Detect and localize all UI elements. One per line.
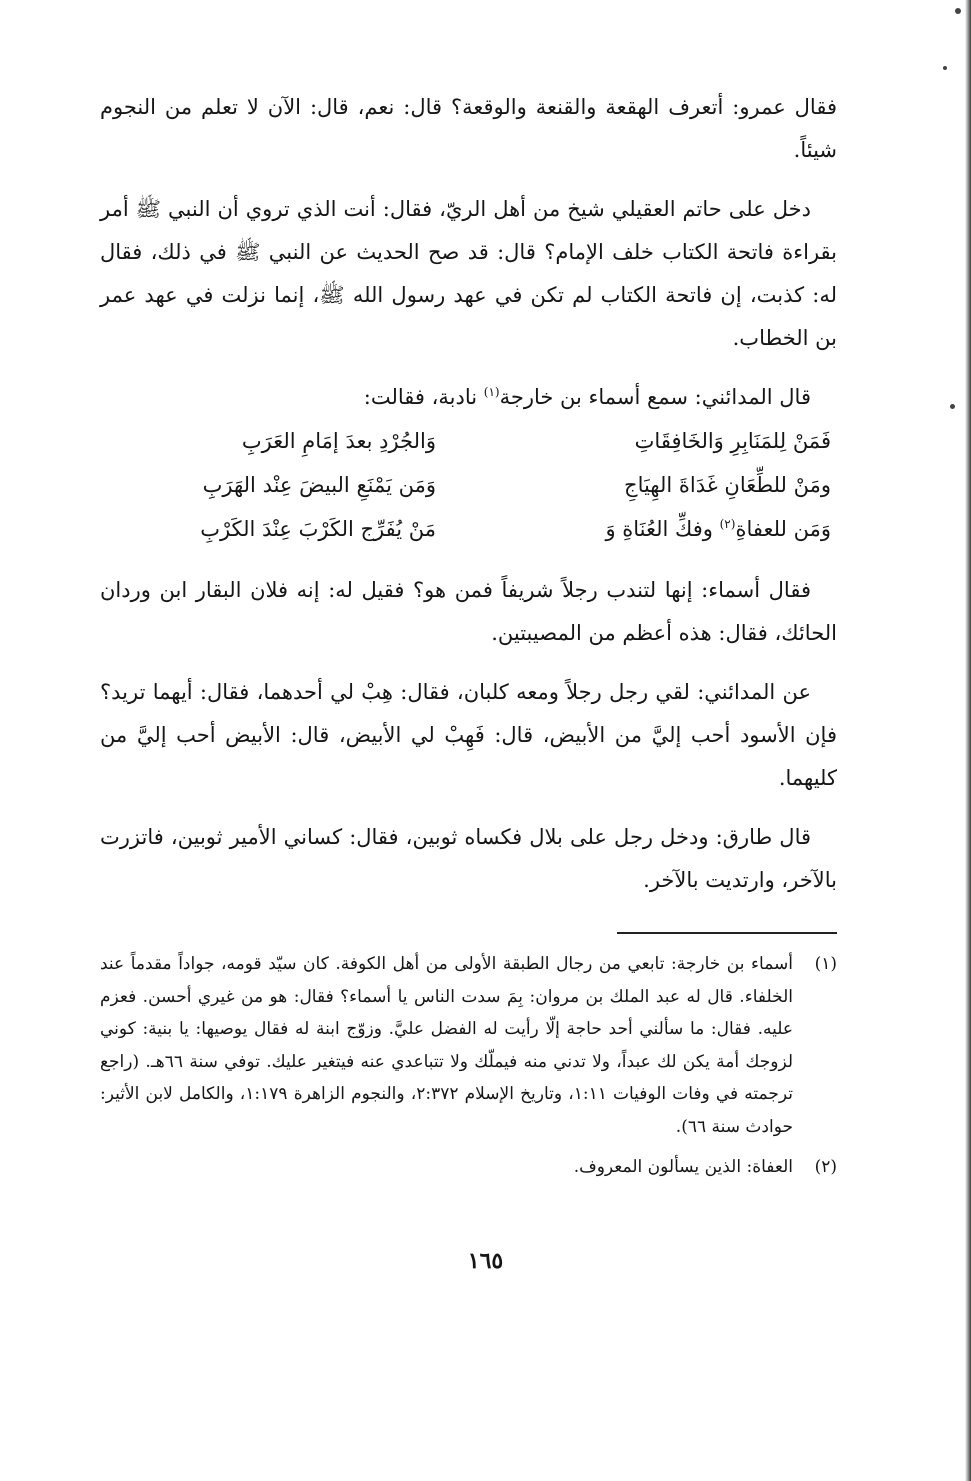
verse-second-hemistich: وَالجُرْدِ بعدَ إمَامِ العَرَبِ xyxy=(241,429,436,453)
paragraph-asma: فقال أسماء: إنها لتندب رجلاً شريفاً فمن هو؟ فقيل له: إنه فلان البقار ابن وردان الحائك، فقال: هذه أعظم من المصيبتين. xyxy=(100,578,837,645)
verse-first-hemistich: ومَنْ للطِّعَانِ غَدَاةَ الهِيَاجِ xyxy=(624,473,831,497)
poem-verses xyxy=(100,419,837,551)
verse-second-hemistich: مَنْ يُفَرِّج الكَرْبَ عِنْدَ الكَرْبِ xyxy=(200,517,436,541)
footnote-ref-2: (٢) xyxy=(719,517,736,531)
footnote-number: (٢) xyxy=(814,1157,837,1177)
verse-line xyxy=(100,507,837,551)
intro-text-a: قال المدائني: سمع أسماء بن خارجة xyxy=(499,385,811,409)
scan-speck xyxy=(955,8,961,14)
verse-second-hemistich: وَمَن يَمْنَعِ البيضَ عِنْد الهَرَبِ xyxy=(202,473,436,497)
footnote-separator xyxy=(100,918,837,948)
verse-line xyxy=(100,419,837,463)
paragraph-hatim: دخل على حاتم العقيلي شيخ من أهل الريّ، فقال: أنت الذي تروي أن النبي ﷺ أمر بقراءة فاتحة الكتاب خلف الإمام؟ قال: قد صح الحديث عن النبي ﷺ في ذلك، فقال له: كذبت، إن فاتحة الكتاب لم تكن في عهد رسول الله ﷺ، إنما نزلت في عهد عمر بن الخطاب. xyxy=(100,197,837,350)
scan-speck xyxy=(950,404,955,409)
paragraph-madaini-intro xyxy=(100,376,837,419)
verse-line xyxy=(100,463,837,507)
paragraph-tariq: قال طارق: ودخل رجل على بلال فكساه ثوبين، فقال: كساني الأمير ثوبين، فاتزرت بالآخر، وارتديت بالآخر. xyxy=(100,825,837,892)
footnote-text: العفاة: الذين يسألون المعروف. xyxy=(573,1157,793,1177)
paragraph-dogs: عن المدائني: لقي رجل رجلاً ومعه كلبان، فقال: هِبْ لي أحدهما، فقال: أيهما تريد؟ فإن الأسود أحب إليَّ من الأبيض، قال: فَهِبْ لي الأبيض، قال: الأبيض أحب إليَّ من كليهما. xyxy=(100,680,837,790)
intro-text-b: نادبة، فقالت: xyxy=(363,385,484,409)
verse-text: وفكِّ العُنَاةِ وَ xyxy=(605,517,720,541)
footnote-1 xyxy=(100,948,837,1143)
footnote-number: (١) xyxy=(814,954,837,974)
verse-first-hemistich xyxy=(531,507,831,551)
paragraph-amr: فقال عمرو: أتعرف الهقعة والقنعة والوقعة؟ قال: نعم، قال: الآن لا تعلم من النجوم شيئاً. xyxy=(100,95,837,162)
verse-text: وَمَن للعفاةِ xyxy=(735,517,831,541)
footnote-rule xyxy=(617,932,837,934)
scan-speck xyxy=(943,66,947,70)
verse-first-hemistich: فَمَنْ لِلمَنَابِرِ وَالخَافِقَاتِ xyxy=(634,429,831,453)
footnote-2 xyxy=(100,1151,837,1184)
page-number: ١٦٥ xyxy=(467,1248,504,1274)
footnote-text: أسماء بن خارجة: تابعي من رجال الطبقة الأولى من أهل الكوفة. كان سيّد قومه، جواداً مقدماً عند الخلفاء. قال له عبد الملك بن مروان: بِمَ سدت الناس يا أسماء؟ فقال: هو من غيري أحسن. فعزم عليه. فقال: ما سألني أحد حاجة إلّا رأيت له الفضل عليَّ. وزوّج ابنة له فقال يوصيها: يا بنية: كوني لزوجك أمة يكن لك عبداً، ولا تدني منه فيملّك ولا تتباعدي عنه فيتغير عليك. توفي سنة ٦٦هـ. (راجع ترجمته في وفات الوفيات ١:١١، وتاريخ الإسلام ٢:٣٧٢، والنجوم الزاهرة ١:١٧٩، والكامل لابن الأثير: حوادث سنة ٦٦). xyxy=(100,954,794,1137)
footnote-ref-1: (١) xyxy=(483,385,500,399)
